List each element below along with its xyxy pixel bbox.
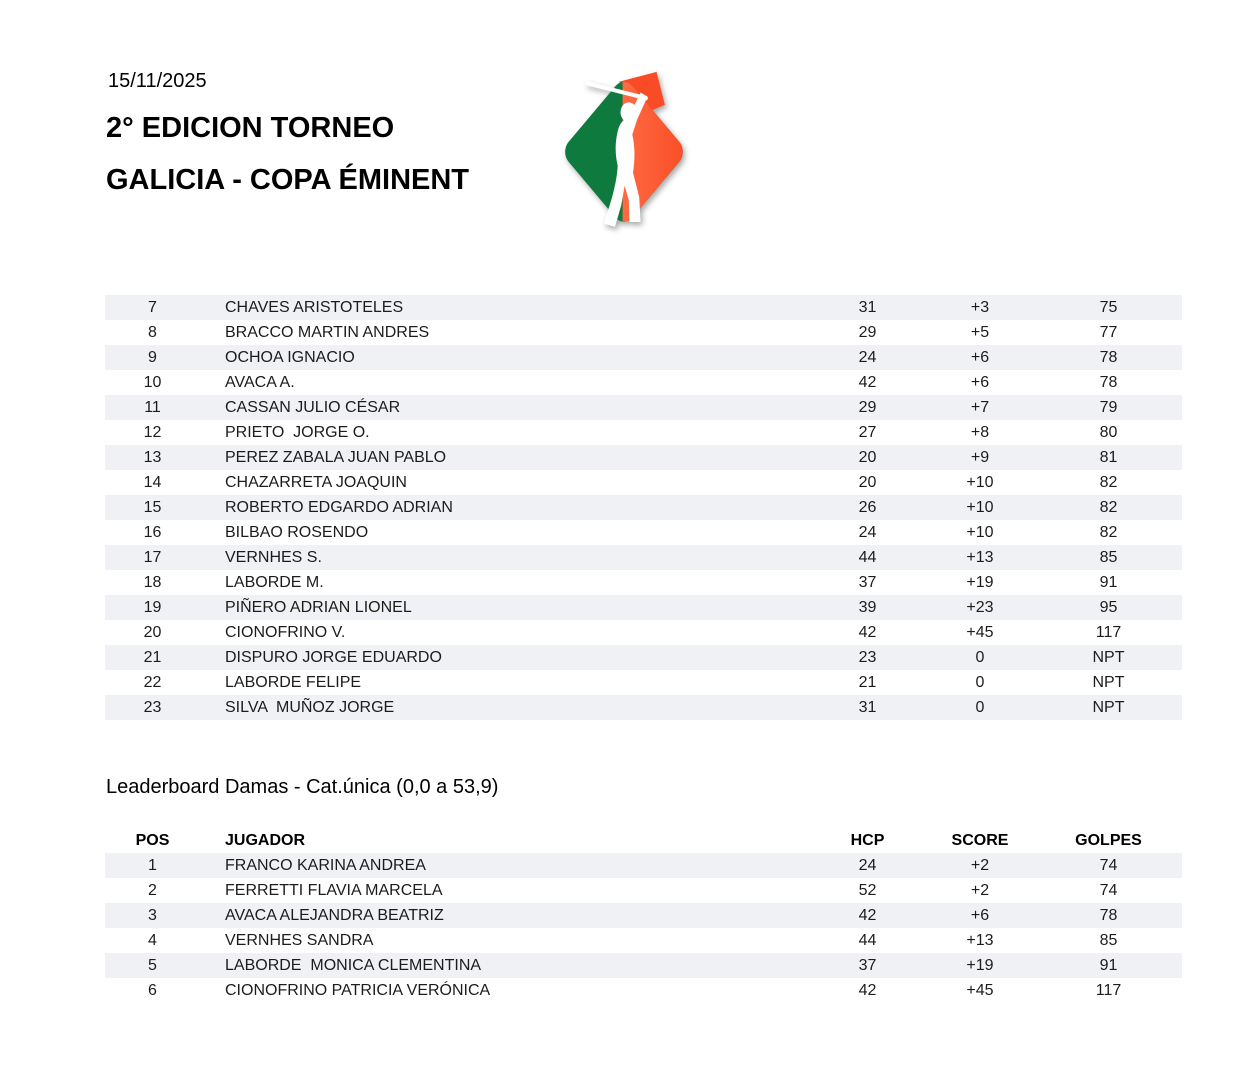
table-row	[105, 320, 1182, 345]
cell-jugador: AVACA ALEJANDRA BEATRIZ	[200, 903, 810, 928]
cell-hcp: 29	[858, 323, 877, 341]
caballeros-table-body	[105, 295, 1182, 720]
leaderboard-caballeros-table	[105, 295, 1182, 720]
cell-score: +10	[966, 523, 994, 541]
table-row	[105, 645, 1182, 670]
table-row	[105, 670, 1182, 695]
cell-pos: 16	[143, 523, 162, 541]
golfer-diamond-logo-icon	[538, 56, 703, 251]
cell-hcp: 24	[810, 345, 925, 370]
cell-jugador: PIÑERO ADRIAN LIONEL	[200, 595, 810, 620]
damas-table-head	[105, 828, 1182, 853]
cell-golpes: NPT	[1092, 673, 1125, 691]
table-row	[105, 295, 1182, 320]
cell-pos: 5	[105, 953, 200, 978]
cell-score: +10	[966, 473, 994, 491]
table-row	[105, 395, 1182, 420]
cell-score: +23	[925, 595, 1035, 620]
table-row	[105, 420, 1182, 445]
cell-hcp: 44	[810, 545, 925, 570]
cell-score: 0	[925, 695, 1035, 720]
cell-hcp: 21	[858, 673, 877, 691]
cell-pos: 1	[105, 853, 200, 878]
cell-golpes: 74	[1035, 853, 1182, 878]
table-row	[105, 570, 1182, 595]
cell-jugador: VERNHES S.	[200, 545, 810, 570]
cell-score: +6	[925, 345, 1035, 370]
cell-pos: 7	[105, 295, 200, 320]
cell-hcp: 26	[810, 495, 925, 520]
table-row	[105, 495, 1182, 520]
table-row	[105, 695, 1182, 720]
cell-golpes: 75	[1035, 295, 1182, 320]
table-row	[105, 445, 1182, 470]
cell-pos: 4	[148, 931, 157, 949]
cell-golpes: 82	[1099, 523, 1118, 541]
table-row	[105, 345, 1182, 370]
tournament-title: 2° EDICION TORNEO GALICIA - COPA ÉMINENT	[106, 112, 470, 196]
cell-pos: 22	[143, 673, 162, 691]
cell-hcp: 29	[810, 395, 925, 420]
cell-pos: 10	[143, 373, 162, 391]
cell-pos: 19	[105, 595, 200, 620]
cell-hcp: 20	[810, 445, 925, 470]
cell-hcp: 44	[858, 931, 877, 949]
cell-jugador: BILBAO ROSENDO	[225, 523, 369, 541]
cell-hcp: 42	[810, 903, 925, 928]
cell-golpes: 78	[1035, 903, 1182, 928]
cell-golpes: 79	[1035, 395, 1182, 420]
cell-pos: 18	[143, 573, 162, 591]
cell-pos: 23	[105, 695, 200, 720]
cell-score: +9	[925, 445, 1035, 470]
cell-hcp: 23	[810, 645, 925, 670]
cell-jugador: ROBERTO EDGARDO ADRIAN	[200, 495, 810, 520]
cell-golpes: 82	[1035, 495, 1182, 520]
cell-score: +45	[966, 981, 994, 999]
table-row	[105, 978, 1182, 1003]
cell-hcp: 39	[810, 595, 925, 620]
cell-pos: 12	[143, 423, 162, 441]
damas-table-body	[105, 853, 1182, 1003]
report-date: 15/11/2025	[108, 70, 207, 92]
cell-score: +45	[966, 623, 994, 641]
cell-pos: 2	[148, 881, 157, 899]
table-row	[105, 620, 1182, 645]
cell-jugador: PEREZ ZABALA JUAN PABLO	[200, 445, 810, 470]
cell-score: +13	[966, 931, 994, 949]
cell-jugador: SILVA MUÑOZ JORGE	[200, 695, 810, 720]
cell-hcp: 31	[810, 695, 925, 720]
cell-golpes: 85	[1035, 545, 1182, 570]
cell-pos: 6	[148, 981, 157, 999]
cell-pos: 15	[105, 495, 200, 520]
table-row	[105, 953, 1182, 978]
cell-jugador: PRIETO JORGE O.	[225, 423, 370, 441]
cell-jugador: LABORDE FELIPE	[225, 673, 362, 691]
cell-golpes: 81	[1035, 445, 1182, 470]
cell-golpes: 77	[1099, 323, 1118, 341]
cell-jugador: VERNHES SANDRA	[225, 931, 374, 949]
cell-hcp: 42	[858, 981, 877, 999]
cell-jugador: CASSAN JULIO CÉSAR	[200, 395, 810, 420]
leaderboard-damas-table	[105, 828, 1182, 1003]
cell-golpes: 91	[1099, 573, 1118, 591]
cell-pos: 14	[143, 473, 162, 491]
cell-jugador: AVACA A.	[225, 373, 295, 391]
cell-hcp: 20	[858, 473, 877, 491]
column-header-jugador: JUGADOR	[225, 831, 306, 849]
cell-score: +2	[970, 881, 990, 899]
table-row	[105, 520, 1182, 545]
cell-golpes: 117	[1095, 623, 1122, 641]
cell-hcp: 37	[810, 953, 925, 978]
cell-score: +2	[925, 853, 1035, 878]
column-header-pos: POS	[135, 831, 170, 849]
column-header-hcp: HCP	[850, 831, 885, 849]
cell-pos: 8	[148, 323, 157, 341]
cell-score: +13	[925, 545, 1035, 570]
cell-golpes: 95	[1035, 595, 1182, 620]
cell-golpes: 80	[1099, 423, 1118, 441]
table-row	[105, 903, 1182, 928]
cell-hcp: 37	[858, 573, 877, 591]
cell-pos: 21	[105, 645, 200, 670]
cell-jugador: LABORDE MONICA CLEMENTINA	[200, 953, 810, 978]
table-row	[105, 878, 1182, 903]
cell-jugador: CHAZARRETA JOAQUIN	[225, 473, 407, 491]
table-row	[105, 470, 1182, 495]
cell-jugador: CIONOFRINO V.	[225, 623, 346, 641]
cell-golpes: 78	[1035, 345, 1182, 370]
cell-jugador: FRANCO KARINA ANDREA	[200, 853, 810, 878]
cell-pos: 11	[105, 395, 200, 420]
table-row	[105, 853, 1182, 878]
table-row	[105, 545, 1182, 570]
cell-golpes: 82	[1099, 473, 1118, 491]
cell-hcp: 52	[858, 881, 877, 899]
cell-score: +7	[925, 395, 1035, 420]
cell-pos: 3	[105, 903, 200, 928]
cell-pos: 9	[105, 345, 200, 370]
cell-hcp: 42	[858, 373, 877, 391]
table-row	[105, 370, 1182, 395]
table-row	[105, 595, 1182, 620]
cell-score: +10	[925, 495, 1035, 520]
cell-score: +3	[925, 295, 1035, 320]
cell-pos: 17	[105, 545, 200, 570]
cell-golpes: NPT	[1035, 645, 1182, 670]
damas-section-title: Leaderboard Damas - Cat.única (0,0 a 53,9)	[106, 776, 499, 798]
cell-golpes: 74	[1099, 881, 1118, 899]
table-row	[105, 928, 1182, 953]
cell-hcp: 24	[810, 853, 925, 878]
cell-hcp: 42	[858, 623, 877, 641]
cell-golpes: 78	[1099, 373, 1118, 391]
cell-pos: 13	[105, 445, 200, 470]
cell-score: +19	[925, 953, 1035, 978]
cell-hcp: 27	[858, 423, 877, 441]
cell-jugador: DISPURO JORGE EDUARDO	[200, 645, 810, 670]
cell-jugador: CIONOFRINO PATRICIA VERÓNICA	[225, 981, 491, 999]
cell-golpes: NPT	[1035, 695, 1182, 720]
column-header-score: SCORE	[951, 831, 1009, 849]
cell-jugador: LABORDE M.	[225, 573, 324, 591]
column-header-golpes: GOLPES	[1075, 831, 1142, 849]
cell-score: 0	[975, 673, 985, 691]
cell-hcp: 31	[810, 295, 925, 320]
damas-header-row	[105, 828, 1182, 853]
cell-pos: 20	[143, 623, 162, 641]
cell-jugador: FERRETTI FLAVIA MARCELA	[225, 881, 443, 899]
cell-golpes: 91	[1035, 953, 1182, 978]
cell-score: +5	[970, 323, 990, 341]
cell-hcp: 24	[858, 523, 877, 541]
golf-tournament-logo	[538, 56, 703, 251]
cell-score: +6	[970, 373, 990, 391]
cell-golpes: 117	[1095, 981, 1122, 999]
cell-score: +8	[970, 423, 990, 441]
cell-score: 0	[925, 645, 1035, 670]
cell-jugador: BRACCO MARTIN ANDRES	[225, 323, 430, 341]
cell-golpes: 85	[1099, 931, 1118, 949]
cell-score: +19	[966, 573, 994, 591]
cell-jugador: CHAVES ARISTOTELES	[200, 295, 810, 320]
cell-score: +6	[925, 903, 1035, 928]
cell-jugador: OCHOA IGNACIO	[200, 345, 810, 370]
